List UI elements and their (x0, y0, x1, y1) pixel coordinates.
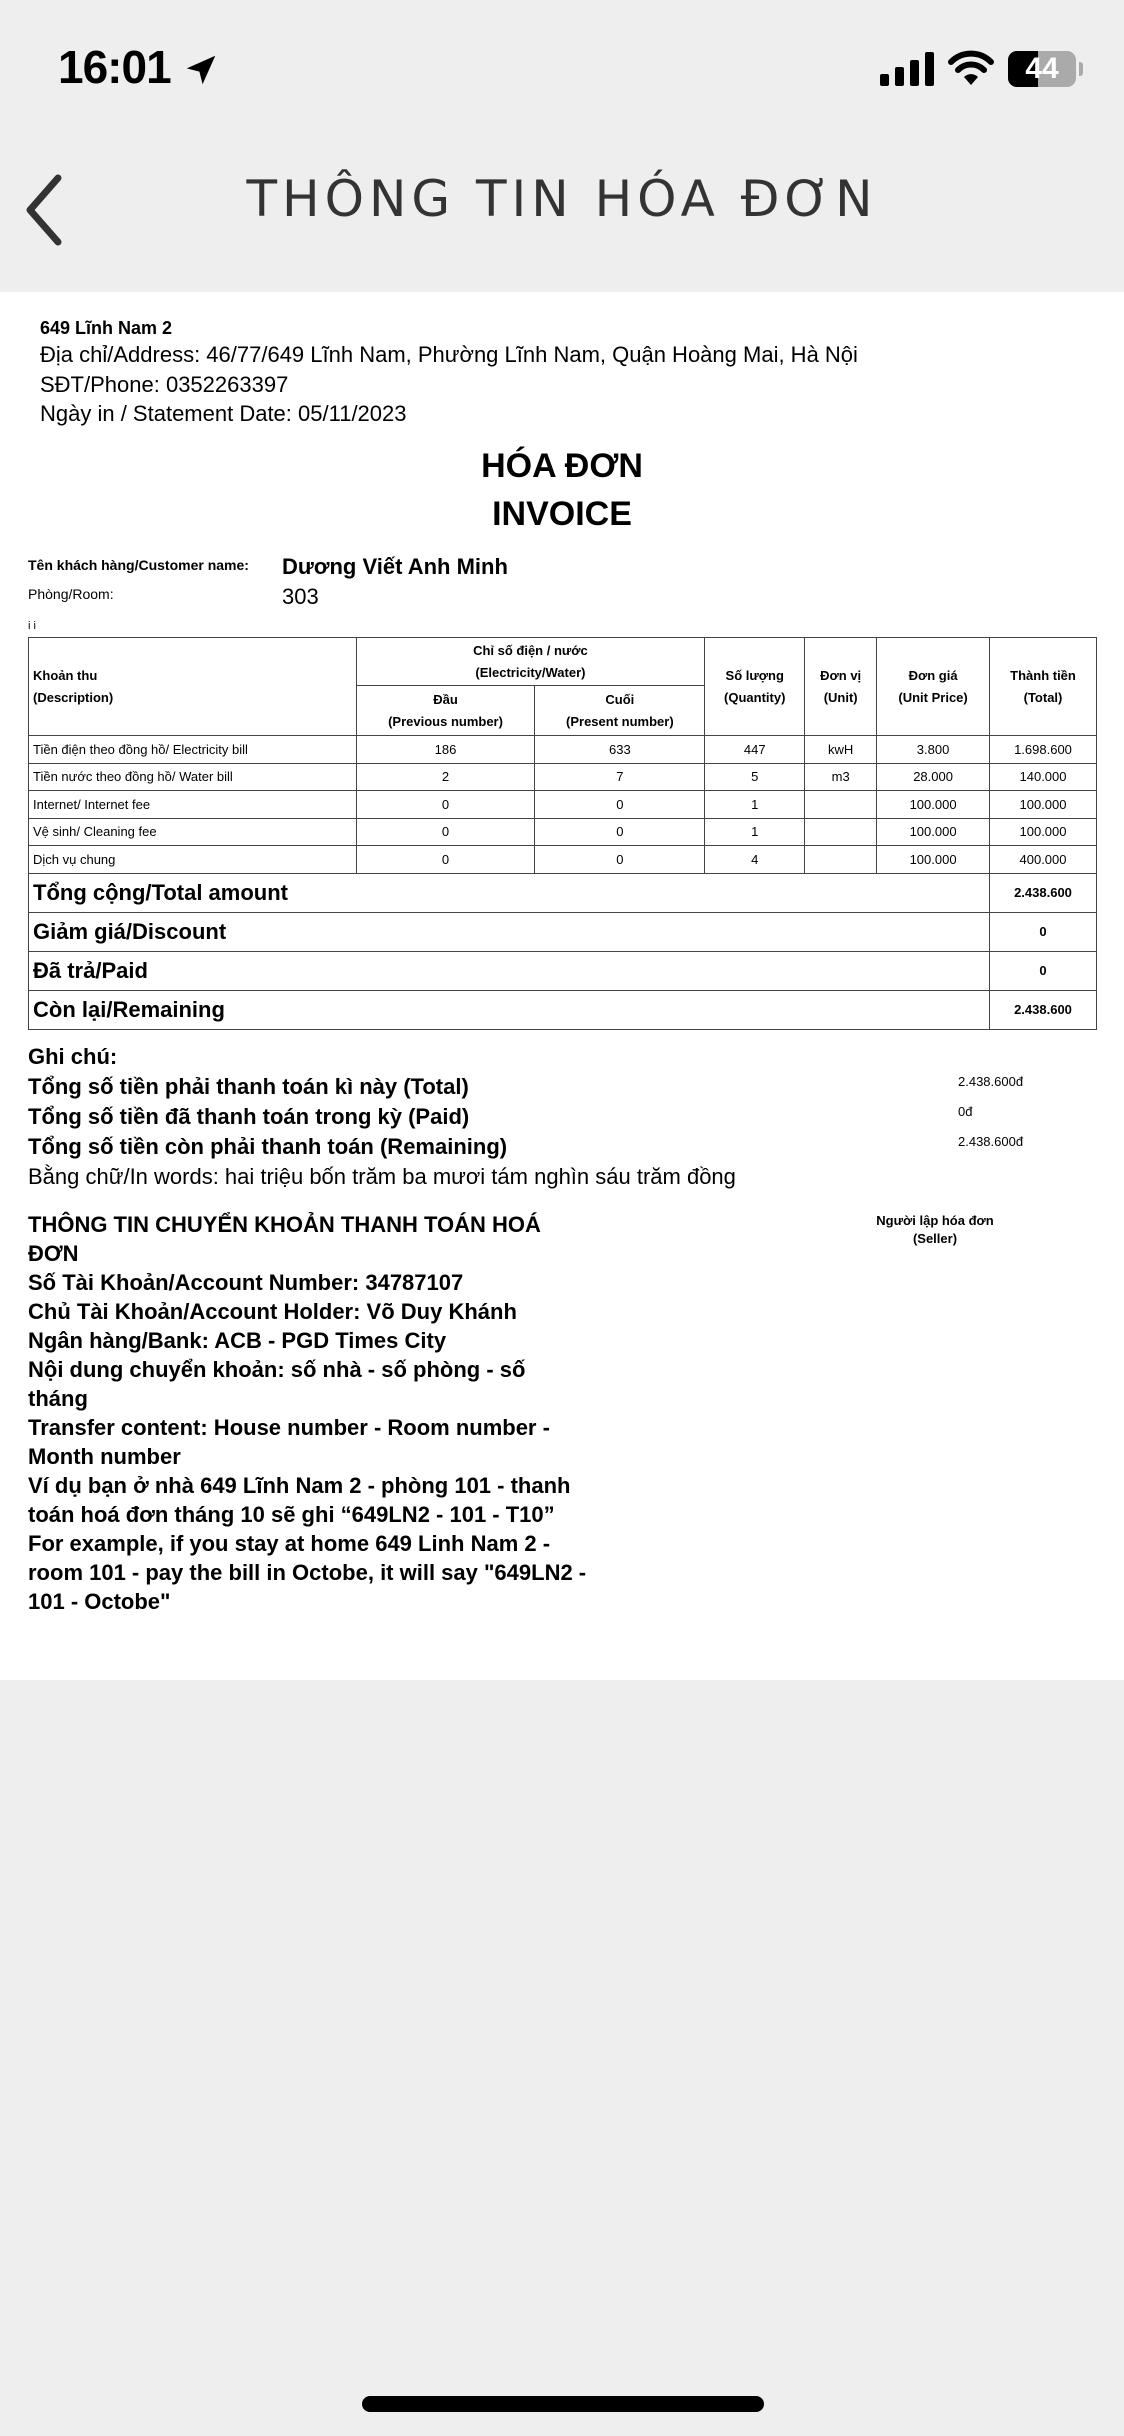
seller-label-vi: Người lập hóa đơn (876, 1213, 994, 1228)
phone: SĐT/Phone: 0352263397 (40, 372, 289, 397)
example-vi: Ví dụ bạn ở nhà 649 Lĩnh Nam 2 - phòng 101 - thanh toán hoá đơn tháng 10 sẽ ghi “649LN2 - 101 - T10” (28, 1473, 571, 1527)
summary-value: 2.438.600 (990, 873, 1097, 912)
summary-label: Tổng cộng/Total amount (29, 873, 990, 912)
cell-description: Tiền nước theo đồng hồ/ Water bill (29, 763, 357, 791)
cell-present: 7 (535, 763, 705, 791)
col-meter-group: Chỉ số điện / nước (Electricity/Water) (356, 638, 705, 686)
cell-description: Dịch vụ chung (29, 846, 357, 874)
summary-label: Đã trả/Paid (29, 951, 990, 990)
col-description: Khoản thu (Description) (29, 638, 357, 736)
cell-unit: kwH (805, 736, 877, 764)
summary-row (29, 873, 1097, 912)
summary-value: 0 (990, 951, 1097, 990)
note-paid-value: 0đ (958, 1104, 973, 1119)
invoice-document (0, 292, 1124, 1680)
address: Địa chỉ/Address: 46/77/649 Lĩnh Nam, Phường Lĩnh Nam, Quận Hoàng Mai, Hà Nội (40, 342, 858, 367)
cell-present: 0 (535, 818, 705, 846)
cell-previous: 2 (356, 763, 535, 791)
summary-value: 0 (990, 912, 1097, 951)
status-bar (0, 0, 1124, 130)
property-name: 649 Lĩnh Nam 2 (40, 318, 173, 338)
cell-quantity: 1 (705, 818, 805, 846)
cell-description: Tiền điện theo đồng hồ/ Electricity bill (29, 736, 357, 764)
cell-total: 100.000 (990, 818, 1097, 846)
cell-unit-price: 28.000 (877, 763, 990, 791)
customer-label: Tên khách hàng/Customer name: (28, 557, 249, 573)
bank-transfer-info (28, 1210, 588, 1616)
battery-percent: 44 (1025, 52, 1059, 85)
summary-label: Còn lại/Remaining (29, 990, 990, 1029)
bank-name: Ngân hàng/Bank: ACB - PGD Times City (28, 1328, 447, 1353)
cell-previous: 0 (356, 846, 535, 874)
table-row (29, 763, 1097, 791)
col-present: Cuối (Present number) (535, 686, 705, 736)
account-holder: Chủ Tài Khoản/Account Holder: Võ Duy Khánh (28, 1299, 517, 1324)
cell-unit-price: 100.000 (877, 791, 990, 819)
summary-value: 2.438.600 (990, 990, 1097, 1029)
col-quantity: Số lượng (Quantity) (705, 638, 805, 736)
summary-row (29, 912, 1097, 951)
stray-text: i i (28, 620, 36, 632)
transfer-content-vi: Nội dung chuyển khoản: số nhà - số phòng - số tháng (28, 1357, 526, 1411)
cell-previous: 0 (356, 818, 535, 846)
cell-description: Vệ sinh/ Cleaning fee (29, 818, 357, 846)
col-unit-price: Đơn giá (Unit Price) (877, 638, 990, 736)
table-row (29, 818, 1097, 846)
customer-name: Dương Viết Anh Minh (282, 554, 508, 579)
cell-quantity: 5 (705, 763, 805, 791)
nav-bar (0, 130, 1124, 290)
summary-label: Giảm giá/Discount (29, 912, 990, 951)
note-paid-label: Tổng số tiền đã thanh toán trong kỳ (Paid) (28, 1104, 470, 1129)
room-label: Phòng/Room: (28, 586, 114, 602)
example-en: For example, if you stay at home 649 Linh Nam 2 - room 101 - pay the bill in Octobe, it will say "649LN2 - 101 - Octobe" (28, 1531, 587, 1614)
cell-unit-price: 3.800 (877, 736, 990, 764)
cell-quantity: 447 (705, 736, 805, 764)
cell-previous: 0 (356, 791, 535, 819)
amount-in-words: Bằng chữ/In words: hai triệu bốn trăm ba mươi tám nghìn sáu trăm đồng (28, 1164, 736, 1189)
cell-present: 0 (535, 846, 705, 874)
room-number: 303 (282, 584, 319, 609)
seller-signature (840, 1212, 1030, 1248)
cell-total: 100.000 (990, 791, 1097, 819)
invoice-title-vi: HÓA ĐƠN (481, 447, 643, 485)
col-total: Thành tiền (Total) (990, 638, 1097, 736)
table-row (29, 791, 1097, 819)
col-unit: Đơn vị (Unit) (805, 638, 877, 736)
statement-date: Ngày in / Statement Date: 05/11/2023 (40, 401, 407, 426)
cell-present: 0 (535, 791, 705, 819)
account-number: Số Tài Khoản/Account Number: 34787107 (28, 1270, 464, 1295)
battery-icon (1008, 51, 1076, 87)
cell-unit: m3 (805, 763, 877, 791)
notes-title: Ghi chú: (28, 1044, 118, 1069)
cell-unit-price: 100.000 (877, 846, 990, 874)
note-total-label: Tổng số tiền phải thanh toán kì này (Total) (28, 1074, 469, 1099)
cell-unit (805, 846, 877, 874)
note-remaining-label: Tổng số tiền còn phải thanh toán (Remaining) (28, 1134, 508, 1159)
cell-description: Internet/ Internet fee (29, 791, 357, 819)
invoice-items-table (28, 637, 1097, 1030)
note-total-value: 2.438.600đ (958, 1074, 1024, 1089)
cell-unit-price: 100.000 (877, 818, 990, 846)
cell-unit (805, 791, 877, 819)
transfer-content-en: Transfer content: House number - Room number - Month number (28, 1415, 550, 1469)
cell-unit (805, 818, 877, 846)
invoice-title-en: INVOICE (492, 495, 632, 533)
cell-present: 633 (535, 736, 705, 764)
cell-quantity: 4 (705, 846, 805, 874)
page-title: THÔNG TIN HÓA ĐƠN (246, 170, 878, 228)
location-arrow-icon (182, 50, 220, 90)
wifi-icon (948, 50, 994, 86)
cell-previous: 186 (356, 736, 535, 764)
summary-row (29, 990, 1097, 1029)
status-time: 16:01 (58, 41, 171, 93)
cell-total: 1.698.600 (990, 736, 1097, 764)
table-row (29, 736, 1097, 764)
col-previous: Đầu (Previous number) (356, 686, 535, 736)
cell-total: 400.000 (990, 846, 1097, 874)
signal-icon (880, 52, 936, 86)
summary-row (29, 951, 1097, 990)
cell-total: 140.000 (990, 763, 1097, 791)
cell-quantity: 1 (705, 791, 805, 819)
battery-cap (1079, 62, 1083, 76)
home-indicator[interactable] (362, 2396, 764, 2412)
bank-title: THÔNG TIN CHUYỂN KHOẢN THANH TOÁN HOÁ ĐƠN (28, 1212, 541, 1266)
seller-label-en: (Seller) (912, 1231, 958, 1246)
table-row (29, 846, 1097, 874)
note-remaining-value: 2.438.600đ (958, 1134, 1024, 1149)
